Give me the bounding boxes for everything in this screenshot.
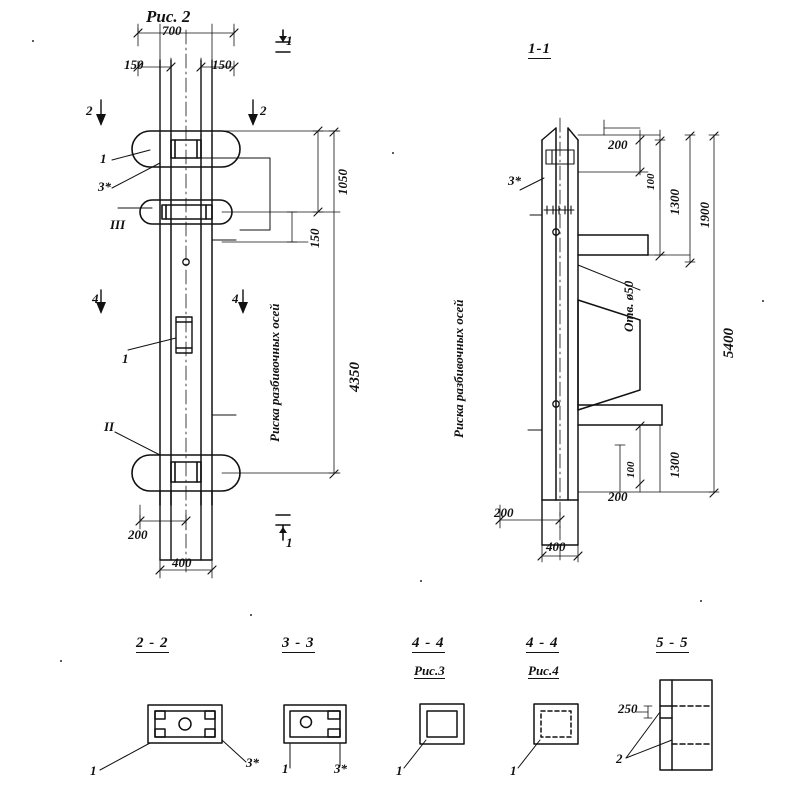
dim-200-sec-base: 200	[494, 505, 514, 520]
dim-1300-sec-bottom: 1300	[667, 452, 682, 478]
axis-note-left: Риска разбивочных осей	[267, 303, 282, 442]
section11-corbel-bottom	[578, 405, 662, 425]
scan-speck	[250, 614, 252, 616]
dim-1300-sec-top: 1300	[667, 189, 682, 215]
dim-150-mid: 150	[307, 228, 322, 248]
detail-5-5-dimension	[636, 706, 652, 718]
dim-1900-sec: 1900	[697, 202, 712, 228]
dim-400-sec-base: 400	[546, 539, 566, 554]
axis-mark-ticks-left	[212, 240, 236, 415]
detail-3-3	[284, 705, 346, 743]
section-cut-label-2-left: 2	[86, 103, 93, 118]
detail-heading-4-4-b: 4 - 4	[526, 635, 559, 651]
figure-title: Рис. 2	[146, 7, 191, 26]
section-cut-label-1-top: 1	[286, 33, 293, 48]
section-cut-mark-2	[96, 100, 258, 126]
mark-3-star-plan: 3*	[98, 179, 111, 194]
section-cut-mark-1	[276, 30, 290, 540]
dim-250-detail: 250	[618, 701, 638, 716]
detail-4-4-ris4	[534, 704, 578, 744]
dim-200-plan: 200	[128, 527, 148, 542]
detail-4-4-ris4-leader	[518, 740, 540, 768]
dim-400-plan: 400	[172, 555, 192, 570]
callout-3-3-3star: 3*	[334, 761, 347, 776]
mark-3-star-section: 3*	[508, 173, 521, 188]
detail-heading-2-2: 2 - 2	[136, 635, 169, 651]
detail-subheading-ris4: Рис.4	[528, 663, 559, 678]
detail-5-5-leader	[626, 712, 672, 758]
dim-150-left: 150	[124, 57, 144, 72]
section11-corbel-upper	[578, 235, 648, 255]
detail-5-5	[660, 680, 712, 770]
scan-speck	[32, 40, 34, 42]
detail-subheading-ris3: Рис.3	[414, 663, 445, 678]
scan-speck	[420, 580, 422, 582]
hole-note: Отв. ø50	[621, 280, 636, 332]
section-cut-label-4-right: 4	[232, 291, 239, 306]
roman-mark-iii: III	[110, 217, 126, 232]
dim-150-right: 150	[212, 57, 232, 72]
callout-2-2-3star: 3*	[246, 755, 259, 770]
axis-note-right: Риска разбивочных осей	[451, 299, 466, 438]
axis-mark-ticks-right	[528, 215, 542, 430]
embedded-plate-mid	[176, 317, 192, 353]
dim-4350: 4350	[347, 362, 363, 392]
detail-2-2	[148, 705, 222, 743]
scan-speck	[762, 300, 764, 302]
dim-700: 700	[162, 23, 182, 38]
detail-4-4-ris3	[420, 704, 464, 744]
section-cut-label-4-left: 4	[92, 291, 99, 306]
detail-heading-3-3: 3 - 3	[282, 635, 315, 651]
roman-mark-ii: II	[104, 419, 115, 434]
dim-200-sec-low: 200	[608, 489, 628, 504]
mark-1-mid: 1	[122, 351, 129, 366]
section-cut-label-1-bottom: 1	[286, 535, 293, 550]
detail-2-2-leaders	[100, 740, 246, 770]
section11-top-hatch	[544, 150, 574, 214]
detail-3-3-leaders	[290, 744, 340, 768]
dim-1050: 1050	[335, 169, 350, 195]
dim-5400-sec: 5400	[721, 328, 737, 358]
detail-4-4-ris3-leader	[404, 740, 426, 768]
callout-3-3-1: 1	[282, 761, 289, 776]
scan-speck	[392, 152, 394, 154]
mark-1-top: 1	[100, 151, 107, 166]
callout-5-5-2: 2	[616, 751, 623, 766]
callout-4-4-ris4-1: 1	[510, 763, 517, 778]
dim-100-sec-top: 100	[645, 173, 657, 190]
leader-lines-section11	[520, 178, 640, 290]
scan-speck	[60, 660, 62, 662]
callout-2-2-1: 1	[90, 763, 97, 778]
scan-speck	[700, 600, 702, 602]
detail-heading-5-5: 5 - 5	[656, 635, 689, 651]
detail-heading-4-4-a: 4 - 4	[412, 635, 445, 651]
dim-100-sec-bottom: 100	[625, 461, 637, 478]
section-cut-label-2-right: 2	[260, 103, 267, 118]
section-cut-mark-4	[96, 290, 248, 314]
dim-200-sec-top: 200	[608, 137, 628, 152]
callout-4-4-ris3-1: 1	[396, 763, 403, 778]
section-label-1-1: 1-1	[528, 41, 551, 57]
